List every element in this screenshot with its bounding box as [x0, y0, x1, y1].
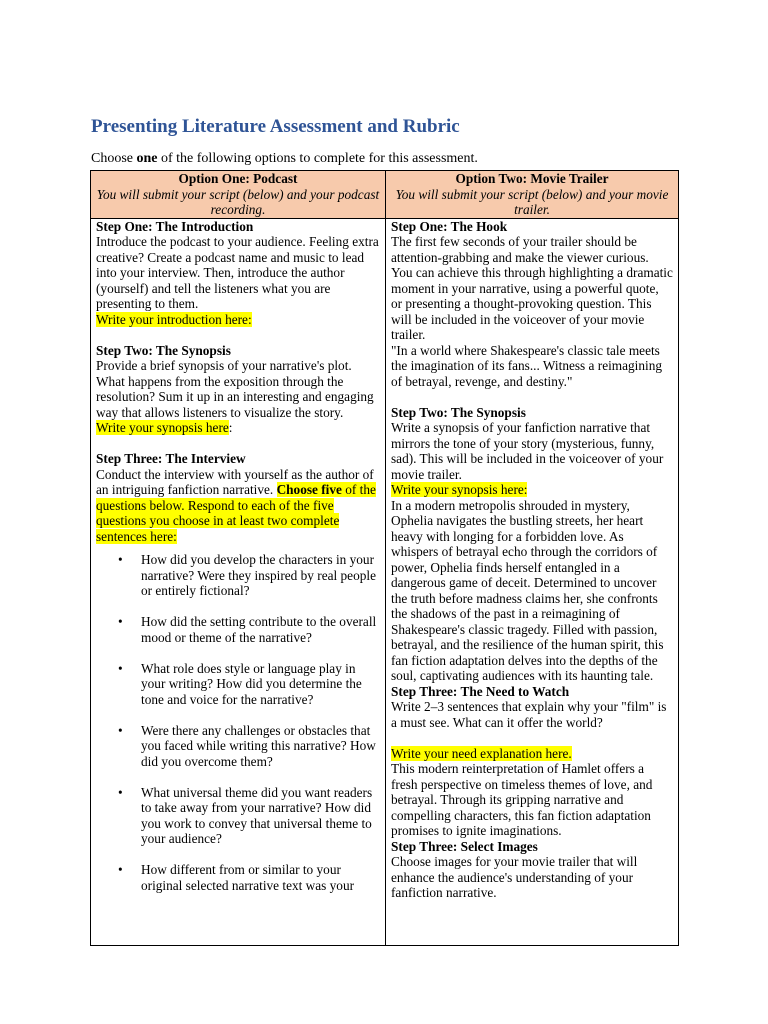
trailer-step2-heading: Step Two: The Synopsis [391, 404, 526, 420]
instructions-pre: Choose [91, 151, 137, 166]
trailer-step1-text: The first few seconds of your trailer should be attention-grabbing and make the viewer curious. You can achieve this through highlighting a dramatic moment in your narrative, using a powerful quote, or presenting a thought-provoking question. This will be included in the voiceover of your movie trailer. [391, 234, 673, 342]
need-explanation-prompt[interactable]: Write your need explanation here. [391, 745, 572, 761]
options-table [90, 170, 679, 946]
introduction-answer-field[interactable]: Write your introduction here: [96, 311, 252, 327]
podcast-cell [91, 218, 386, 945]
podcast-step3-bold-instruction: Choose five [276, 482, 342, 497]
table-header-row [91, 171, 679, 219]
question-text: Were there any challenges or obstacles that you faced while writing this narrative? How did you overcome them? [141, 722, 376, 769]
synopsis-colon: : [228, 420, 233, 435]
option-one-subtitle: You will submit your script (below) and your podcast recording. [96, 186, 380, 217]
bullet: • [118, 552, 123, 567]
question-text: How did you develop the characters in your narrative? Were they inspired by real people or entirely fictional? [141, 552, 376, 598]
trailer-synopsis-answer: In a modern metropolis shrouded in mystery, Ophelia navigates the bustling streets, her heart heavy with longing for a forbidden love. As whispers of betrayal echo through the corridors of power, Ophelia finds herself entangled in a dangerous game of deceit. Determined to uncover the truth before madness claims her, she confronts the shadows of the past in a reimagining of Shakespeare's classic tragedy. Filled with passion, betrayal, and the resilience of the human spirit, this fan fiction adaptation delves into the depths of the soul, captivating audiences with its haunting tale. [391, 497, 664, 683]
trailer-step4-heading: Step Three: Select Images [391, 838, 538, 854]
bullet: • [118, 614, 123, 629]
question-text: What role does style or language play in your writing? How did you determine the tone and voice for the narrative? [141, 660, 362, 707]
question-text: How did the setting contribute to the overall mood or theme of the narrative? [141, 614, 377, 645]
podcast-step1-heading: Step One: The Introduction [96, 218, 254, 234]
podcast-step3-text: Conduct the interview with yourself as the author of an intriguing fanfiction narrative. [96, 466, 374, 497]
question-text: How different from or similar to your original selected narrative text was your [141, 862, 355, 893]
list-item [96, 785, 380, 847]
question-text: What universal theme did you want readers to take away from your narrative? How did you work to convey that universal theme to your audience? [141, 784, 373, 846]
option-two-header [386, 171, 679, 219]
list-item [96, 614, 380, 645]
list-item [96, 723, 380, 770]
option-two-subtitle: You will submit your script (below) and your movie trailer. [395, 186, 669, 217]
list-item [96, 661, 380, 708]
podcast-step3-heading: Step Three: The Interview [96, 451, 246, 466]
option-one-title: Option One: Podcast [178, 171, 298, 186]
podcast-step2-heading: Step Two: The Synopsis [96, 342, 231, 358]
interview-question-list [96, 552, 380, 893]
trailer-cell [386, 218, 679, 945]
list-item [96, 862, 380, 893]
bullet: • [118, 862, 123, 877]
trailer-hook-quote: "In a world where Shakespeare's classic tale meets the imagination of its fans... Witness a reimagining of betrayal, revenge, and destiny." [391, 342, 663, 389]
bullet: • [118, 722, 123, 738]
podcast-step2-text: Provide a brief synopsis of your narrative's plot. What happens from the exposition through the resolution? Sum it up in an interesting and engaging way that allows listeners to visualize the story. [96, 358, 374, 420]
podcast-step1-text: Introduce the podcast to your audience. Feeling extra creative? Create a podcast name and music to lead into your interview. Then, introduce the author (yourself) and tell the listeners what you are presenting to them. [96, 234, 379, 311]
bullet: • [118, 784, 123, 800]
instructions [91, 151, 478, 167]
synopsis-answer-field[interactable]: Write your synopsis here [96, 420, 229, 435]
table-body-row [91, 218, 679, 945]
trailer-step3-text: Write 2–3 sentences that explain why your "film" is a must see. What can it offer the world? [391, 699, 667, 730]
trailer-step2-text: Write a synopsis of your fanfiction narrative that mirrors the tone of your story (mysterious, funny, sad). This will be included in the voiceover of your movie trailer. [391, 420, 664, 482]
interview-answer-field[interactable]: of the questions below. Respond to each of the five questions you choose in at least two complete sentences here: [96, 482, 376, 544]
instructions-post: of the following options to complete for this assessment. [157, 151, 478, 166]
trailer-synopsis-prompt[interactable]: Write your synopsis here: [391, 482, 528, 497]
trailer-step1-heading: Step One: The Hook [391, 218, 508, 234]
trailer-step3-heading: Step Three: The Need to Watch [391, 683, 570, 699]
option-two-title: Option Two: Movie Trailer [455, 171, 609, 186]
list-item [96, 552, 380, 599]
need-explanation-answer: This modern reinterpretation of Hamlet offers a fresh perspective on timeless themes of love, and betrayal. Through its gripping narrative and compelling characters, this fan fiction adaptation promises to ignite imaginations. [391, 761, 653, 838]
trailer-step4-text: Choose images for your movie trailer that will enhance the audience's understanding of your fanfiction narrative. [391, 854, 638, 900]
option-one-header [91, 171, 386, 219]
page-title: Presenting Literature Assessment and Rubric [91, 116, 460, 137]
bullet: • [118, 660, 123, 676]
instructions-bold: one [136, 151, 158, 166]
